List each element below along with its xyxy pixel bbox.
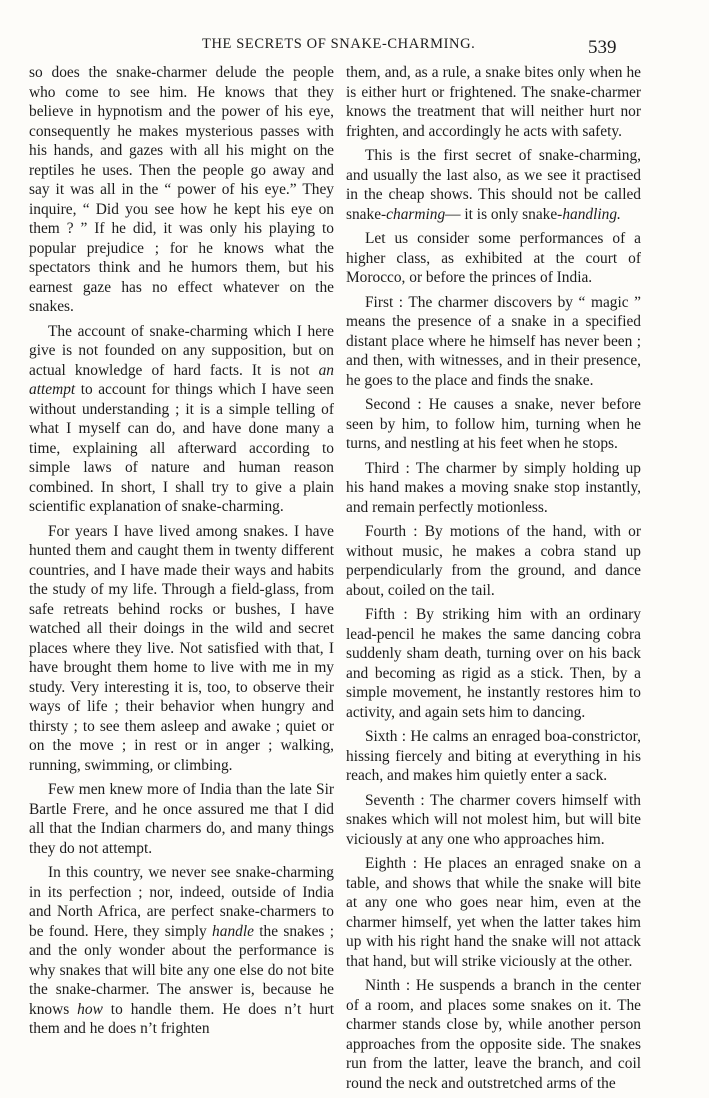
page-number: 539 xyxy=(588,37,617,58)
paragraph: Fifth : By striking him with an ordinary lead-pencil he makes the same dancing cobra suddenly sham death, turning over on his back and becoming as rigid as a stick. Then, by a simple movement, he instantly restores him to activity, and again sets him to dancing. xyxy=(346,606,641,721)
paragraph: them, and, as a rule, a snake bites only when he is either hurt or frightened. The snake-charmer knows the treatment that will neither hurt nor frighten, and accordingly he acts with safety. xyxy=(346,64,641,140)
paragraph: The account of snake-charming which I here give is not founded on any supposition, but on actual knowledge of hard facts. It is not an attempt to account for things which I have seen without understanding ; it is a simple telling of what I myself can do, and have done many a time, explaining all afterward according to simple laws of nature and human reason combined. In short, I shall try to give a plain scientific explanation of snake-charming. xyxy=(29,322,334,515)
emphasis: charming xyxy=(386,205,446,223)
paragraph: Few men knew more of India than the late Sir Bartle Frere, and he once assured me that I did all that the Indian charmers do, and many things they do not attempt. xyxy=(29,781,334,857)
running-head: THE SECRETS OF SNAKE-CHARMING. xyxy=(202,36,476,52)
paragraph: Third : The charmer by simply holding up his hand makes a moving snake stop instantly, and remain perfectly motionless. xyxy=(346,459,641,516)
emphasis: how xyxy=(77,1000,103,1018)
emphasis: handle xyxy=(212,922,254,940)
paragraph: Ninth : He suspends a branch in the center of a room, and places some snakes on it. The charmer stands close by, while another person approaches from the opposite side. The snakes run from the latter, leave the branch, and coil round the neck and outstretched arms of the xyxy=(346,977,641,1092)
paragraph: First : The charmer discovers by “ magic ” means the presence of a snake in a specified distant place where he himself has never been ; and then, with witnesses, and in their presence, he goes to the place and finds the snake. xyxy=(346,293,641,389)
paragraph: For years I have lived among snakes. I have hunted them and caught them in twenty different countries, and I have made their ways and habits the study of my life. Through a field-glass, from safe retreats behind rocks or bushes, I have watched all their doings in the wild and secret places where they live. Not satisfied with that, I have brought them home to live with me in my study. Very interesting it is, too, to observe their ways of life ; their behavior when hungry and thirsty ; to see them asleep and awake ; quiet or on the move ; in rest or in anger ; walking, running, swimming, or climbing. xyxy=(29,522,334,774)
paragraph: Let us consider some performances of a higher class, as exhibited at the court of Morocco, or before the princes of India. xyxy=(346,230,641,286)
paragraph: Fourth : By motions of the hand, with or without music, he makes a cobra stand up perpendicularly from the ground, and dance about, coiled on the tail. xyxy=(346,523,641,599)
right-column xyxy=(346,63,641,1098)
paragraph: Seventh : The charmer covers himself with snakes which will not molest him, but will bite viciously at any one who approaches him. xyxy=(346,791,641,848)
paragraph: This is the first secret of snake-charming, and usually the last also, as we see it practised in the cheap shows. This should not be called snake-charming— it is only snake-handling. xyxy=(346,147,641,223)
emphasis: an attempt xyxy=(29,361,334,398)
paragraph: Eighth : He places an enraged snake on a table, and shows that while the snake will bite at any one who goes near him, even at the charmer himself, yet when the latter takes him up with his right hand the snake will not attack that hand, but will strike viciously at the other. xyxy=(346,855,641,970)
paragraph: In this country, we never see snake-charming in its perfection ; nor, indeed, outside of India and North Africa, are perfect snake-charmers to be found. Here, they simply handle the snakes ; and the only wonder about the performance is why snakes that will bite any one else do not bite the snake-charmer. The answer is, because he knows how to handle them. He does n’t hurt them and he does n’t frighten xyxy=(29,864,335,1037)
paragraph: so does the snake-charmer delude the people who come to see him. He knows that they believe in hypnotism and the power of his eye, consequently he makes mysterious passes with his hands, and gazes with all his might on the reptiles he uses. Then the people go away and say it was all in the “ power of his eye.” They inquire, “ Did you see how he kept his eye on them ? ” If he did, it was only his playing to popular prejudice ; for he knows what the spectators think and he humors them, but his earnest gaze has no effect whatever on the snakes. xyxy=(29,64,334,315)
emphasis: handling. xyxy=(562,205,621,223)
left-column xyxy=(29,63,334,1044)
paragraph: Second : He causes a snake, never before seen by him, to follow him, turning when he turns, and nestling at his feet when he stops. xyxy=(346,396,641,452)
paragraph: Sixth : He calms an enraged boa-constrictor, hissing fiercely and biting at everything in his reach, and makes him quietly enter a sack. xyxy=(346,728,641,784)
